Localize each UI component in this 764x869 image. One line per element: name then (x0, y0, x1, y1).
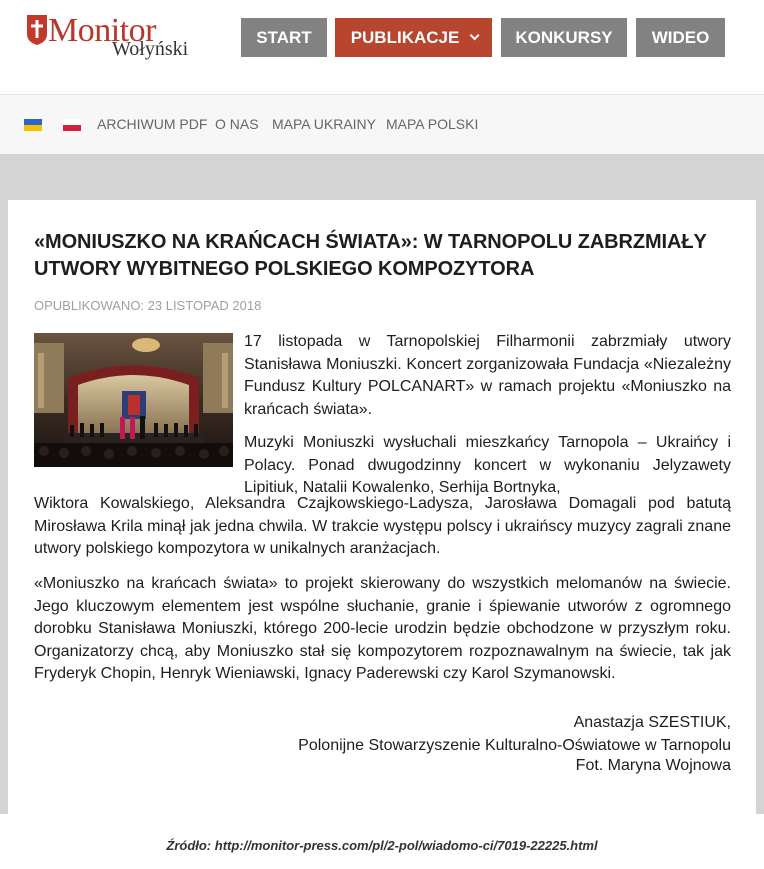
article-paragraph-2-top: Muzyki Moniuszki wysłuchali mieszkańcy Tarnopola – Ukraińcy i Polacy. Ponad dwugodzinny koncert w wykonaniu Jelyzawety Lipitiuk, Natalii Kowalenko, Serhija Bortnyka, (244, 434, 731, 496)
published-date: OPUBLIKOWANO: 23 LISTOPAD 2018 (34, 298, 262, 313)
article-paragraph-1: 17 listopada w Tarnopolskiej Filharmonii zabrzmiały utwory Stanisława Moniuszki. Koncert zorganizowała Fundacja «Niezależny Fundusz Kultury POLCANART» w ramach projektu «Moniuszko na krańcach świata». (244, 333, 731, 418)
poland-flag-icon[interactable] (63, 119, 81, 131)
nav-start-label: START (256, 27, 312, 47)
logo-subtitle: Wołyński (112, 38, 189, 60)
link-mapa-polski[interactable]: MAPA POLSKI (386, 116, 479, 132)
link-archiwum-pdf[interactable]: ARCHIWUM PDF (97, 116, 208, 132)
nav-start[interactable] (241, 18, 327, 57)
article-paragraph-3: «Moniuszko na krańcach świata» to projekt skierowany do wszystkich melomanów na świecie. Jego kluczowym elementem jest wspólne słuchanie, granie i śpiewanie utworów z ogromnego dorobku Stanisława Moniuszki, którego 200-lecie urodzin będzie obchodzone w przyszłym roku. Organizatorzy chcą, aby Moniuszko stał się kompozytorem rozpoznawalnym na świecie, tak jak Fryderyk Chopin, Henryk Wieniawski, Ignacy Paderewski czy Karol Szymanowski. (34, 575, 731, 682)
site-header (0, 0, 764, 94)
nav-konkursy[interactable] (501, 18, 627, 57)
article-title[interactable]: «MONIUSZKO NA KRAŃCACH ŚWIATA»: W TARNOPOLU ZABRZMIAŁY UTWORY WYBITNEGO POLSKIEGO KOMPOZYTORA (34, 231, 707, 280)
nav-konkursy-label: KONKURSY (515, 27, 613, 47)
nav-publikacje-label: PUBLIKACJE (350, 27, 460, 47)
concert-photo[interactable] (34, 333, 233, 467)
nav-publikacje[interactable] (335, 18, 492, 57)
concert-stage-image (34, 333, 233, 467)
article-paragraph-2-bottom: Wiktora Kowalskiego, Aleksandra Czajkowskiego-Ladysza, Jarosława Domagali pod batutą Mirosława Krila minął jak jedna chwila. W trakcie występu polscy i ukraińscy muzycy zagrali znane utwory polskiego kompozytora w unikalnych aranżacjach. (34, 495, 731, 557)
author-name: Anastazja SZESTIUK, (573, 714, 731, 731)
shield-logo-icon (26, 14, 48, 46)
nav-wideo-label: WIDEO (651, 27, 710, 47)
ukraine-flag-icon[interactable] (24, 119, 42, 131)
site-logo[interactable] (26, 14, 196, 62)
link-o-nas[interactable]: O NAS (215, 116, 259, 132)
chevron-down-icon (470, 30, 480, 40)
author-organization: Polonijne Stowarzyszenie Kulturalno-Oświatowe w Tarnopolu (298, 737, 731, 754)
link-mapa-ukrainy[interactable]: MAPA UKRAINY (272, 116, 376, 132)
source-caption: Źródło: http://monitor-press.com/pl/2-pol/wiadomo-ci/7019-22225.html (166, 838, 598, 853)
photo-credit: Fot. Maryna Wojnowa (575, 757, 731, 774)
secondary-nav (0, 94, 764, 154)
logo-title: Monitor (48, 12, 156, 49)
nav-wideo[interactable] (636, 18, 725, 57)
